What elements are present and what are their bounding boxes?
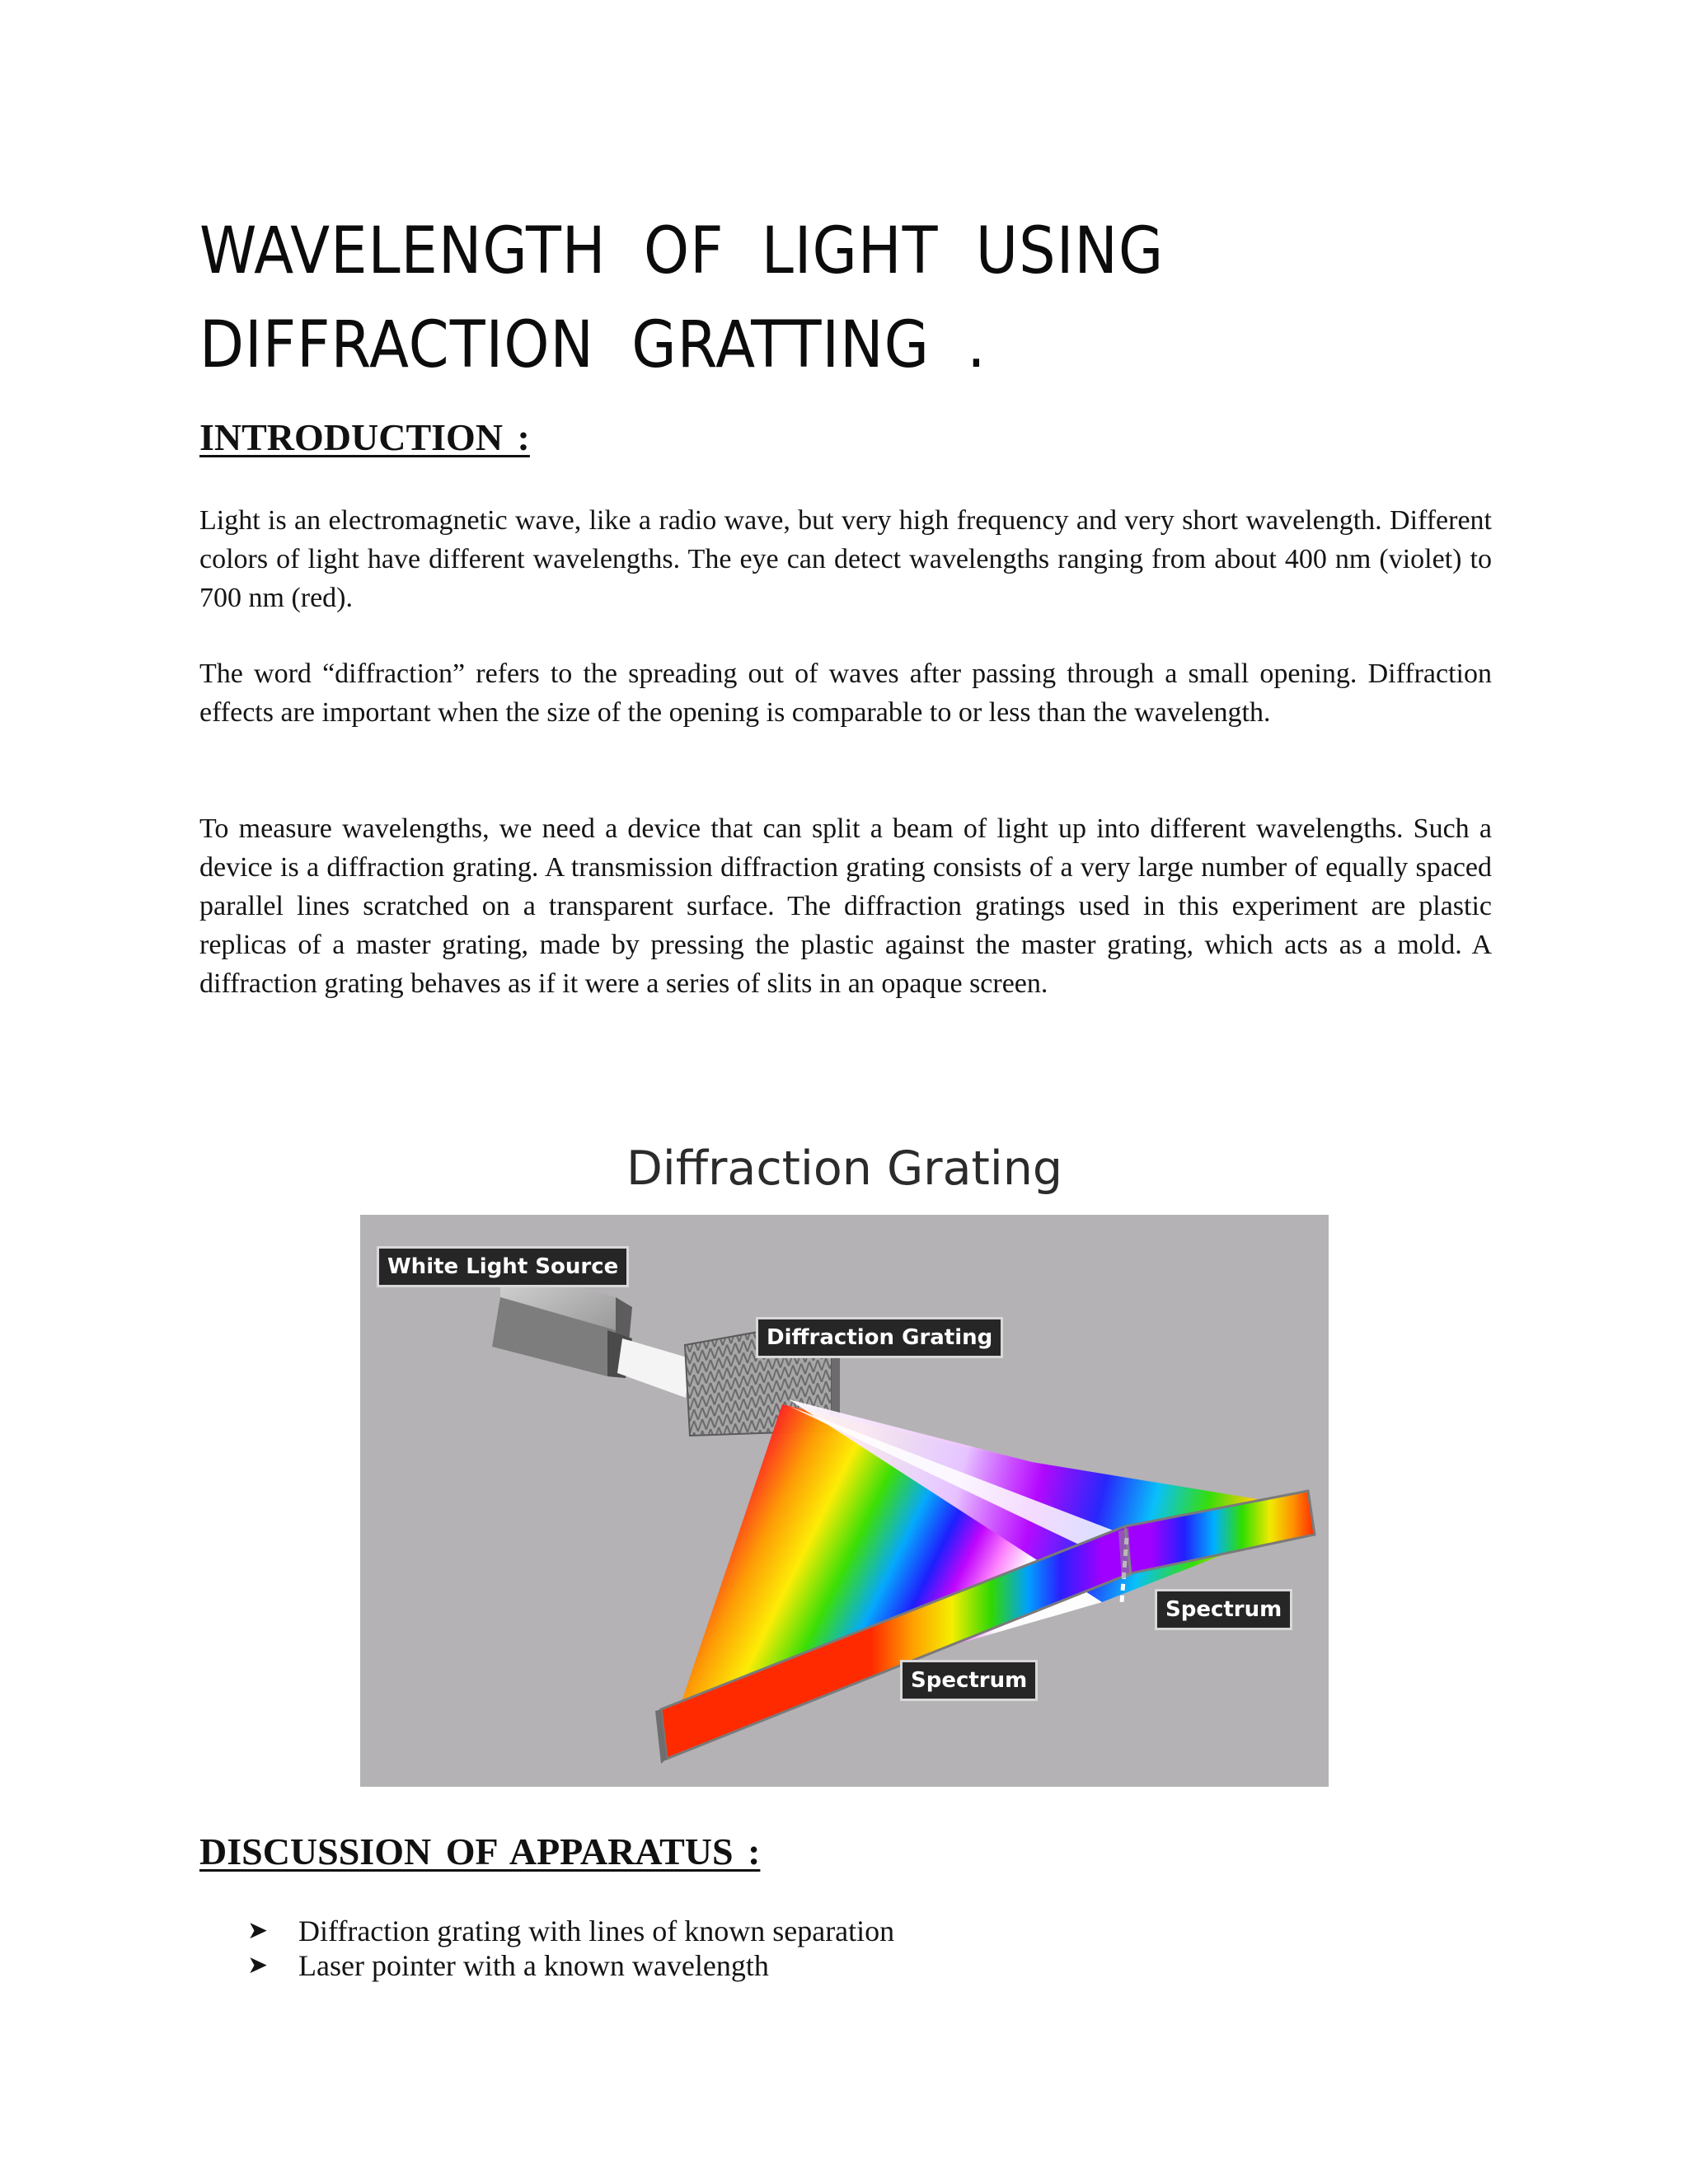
- introduction-paragraph-1: Light is an electromagnetic wave, like a radio wave, but very high frequency and very short wavelength. Different colors of light have different wavelengths. The eye can detect wavelengths ranging from about 400 nm (violet) to 700 nm (red).: [199, 505, 1492, 613]
- arrowhead-bullet-icon: ➤: [247, 1951, 269, 1980]
- apparatus-item-2: Laser pointer with a known wavelength: [298, 1949, 769, 1982]
- list-item: [247, 1914, 894, 1948]
- title-line-2: DIFFRACTION GRATTING .: [199, 308, 987, 382]
- apparatus-item-1: Diffraction grating with lines of known separation: [298, 1915, 895, 1947]
- figure-title: Diffraction Grating: [626, 1141, 1063, 1196]
- apparatus-heading: DISCUSSION OF APPARATUS :: [199, 1830, 761, 1872]
- page-title: [199, 204, 1601, 392]
- diffraction-grating-illustration: [360, 1215, 1329, 1787]
- introduction-paragraph-3: To measure wavelengths, we need a device that can split a beam of light up into different wavelengths. Such a device is a diffraction grating. A transmission diffraction grating consists of a very large number of equally spaced parallel lines scratched on a transparent surface. The diffraction gratings used in this experiment are plastic replicas of a master grating, made by pressing the plastic against the master grating, which acts as a mold. A diffraction grating behaves as if it were a series of slits in an opaque screen.: [199, 813, 1492, 999]
- spectrum-label-right: Spectrum: [1155, 1589, 1292, 1630]
- diffraction-grating-label: Diffraction Grating: [756, 1317, 1003, 1358]
- list-item: [247, 1948, 894, 1983]
- incoming-light-beam: [617, 1338, 690, 1398]
- white-light-source-label: White Light Source: [377, 1246, 629, 1287]
- introduction-paragraph-2: The word “diffraction” refers to the spreading out of waves after passing through a small opening. Diffraction effects are important when the size of the opening is comparable to or less than the wavelength.: [199, 658, 1492, 728]
- apparatus-list: [247, 1914, 894, 1983]
- title-line-1: WAVELENGTH OF LIGHT USING: [199, 214, 1165, 288]
- spectrum-label-bottom: Spectrum: [900, 1660, 1038, 1701]
- diffraction-illustration-graphic: [360, 1215, 1329, 1787]
- arrowhead-bullet-icon: ➤: [247, 1916, 269, 1945]
- introduction-heading: INTRODUCTION :: [199, 416, 530, 458]
